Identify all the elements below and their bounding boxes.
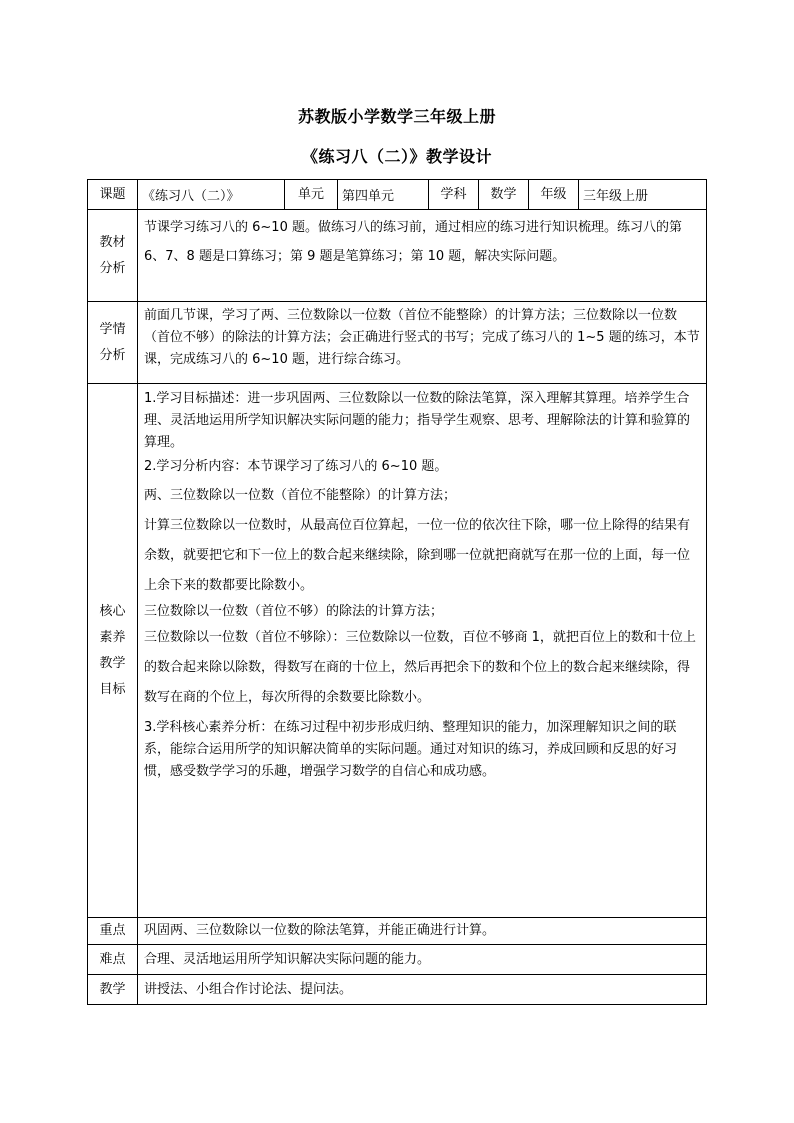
grade-label: 年级	[529, 180, 579, 210]
subject-value: 数学	[479, 180, 529, 210]
difficulty-text: 合理、灵活地运用所学知识解决实际问题的能力。	[138, 945, 707, 975]
core-goal-paragraph-3: 两、三位数除以一位数（首位不能整除）的计算方法；	[144, 488, 457, 503]
core-goals-label: 核心素养教学目标	[88, 384, 138, 918]
difficulty-row	[88, 945, 707, 975]
method-label: 教学	[88, 975, 138, 1005]
core-goal-paragraph-1: 1.学习目标描述：进一步巩固两、三位数除以一位数的除法笔算，深入理解其算理。培养学生合理、灵活地运用所学知识解决实际问题的能力；指导学生观察、思考、理解除法的计算和验算的算理。	[144, 391, 691, 450]
core-goal-paragraph-6: 三位数除以一位数（首位不够除）：三位数除以一位数，百位不够商 1，就把百位上的数和十位上的数合起来除以除数，得数写在商的十位上，然后再把余下的数和个位上的数合起来继续除，得数写在商的个位上，每次所得的余数要比除数小。	[144, 630, 696, 705]
lesson-plan-table	[87, 179, 707, 1005]
learners-text: 前面几节课，学习了两、三位数除以一位数（首位不能整除）的计算方法；三位数除以一位数（首位不够）的除法的计算方法；会正确进行竖式的书写；完成了练习八的 1~5 题的练习，本节课，完成练习八的 6~10 题，进行综合练习。	[138, 302, 707, 384]
learners-row	[88, 302, 707, 384]
difficulty-label: 难点	[88, 945, 138, 975]
document-title: 苏教版小学数学三年级上册	[297, 107, 496, 126]
core-goals-text	[138, 384, 707, 918]
header-row	[88, 180, 707, 210]
method-row	[88, 975, 707, 1005]
key-point-label: 重点	[88, 918, 138, 945]
materials-label: 教材分析	[88, 210, 138, 302]
key-point-text: 巩固两、三位数除以一位数的除法笔算，并能正确进行计算。	[138, 918, 707, 945]
document-subtitle: 《练习八（二）》教学设计	[301, 147, 492, 166]
unit-value: 第四单元	[338, 180, 429, 210]
course-label: 课题	[88, 180, 138, 210]
core-goal-paragraph-2: 2.学习分析内容：本节课学习了练习八的 6~10 题。	[144, 459, 448, 474]
core-goal-paragraph-7: 3.学科核心素养分析：在练习过程中初步形成归纳、整理知识的能力，加深理解知识之间的联系，能综合运用所学的知识解决简单的实际问题。通过对知识的练习，养成回顾和反思的好习惯，感受数学学习的乐趣，增强学习数学的自信心和成功感。	[144, 720, 678, 779]
materials-row	[88, 210, 707, 302]
subject-label: 学科	[429, 180, 479, 210]
grade-value: 三年级上册	[579, 180, 707, 210]
materials-text: 节课学习练习八的 6~10 题。做练习八的练习前，通过相应的练习进行知识梳理。练习八的第 6、7、8 题是口算练习；第 9 题是笔算练习；第 10 题，解决实际问题。	[138, 210, 707, 302]
course-value: 《练习八（二）》	[138, 180, 285, 210]
method-text: 讲授法、小组合作讨论法、提问法。	[138, 975, 707, 1005]
learners-label: 学情分析	[88, 302, 138, 384]
core-goal-paragraph-4: 计算三位数除以一位数时，从最高位百位算起，一位一位的依次往下除，哪一位上除得的结果有余数，就要把它和下一位上的数合起来继续除，除到哪一位就把商就写在那一位的上面，每一位上余下来的数都要比除数小。	[144, 518, 691, 593]
key-point-row	[88, 918, 707, 945]
core-goal-paragraph-5: 三位数除以一位数（首位不够）的除法的计算方法；	[144, 604, 444, 619]
unit-label: 单元	[285, 180, 338, 210]
core-goals-row	[88, 384, 707, 918]
